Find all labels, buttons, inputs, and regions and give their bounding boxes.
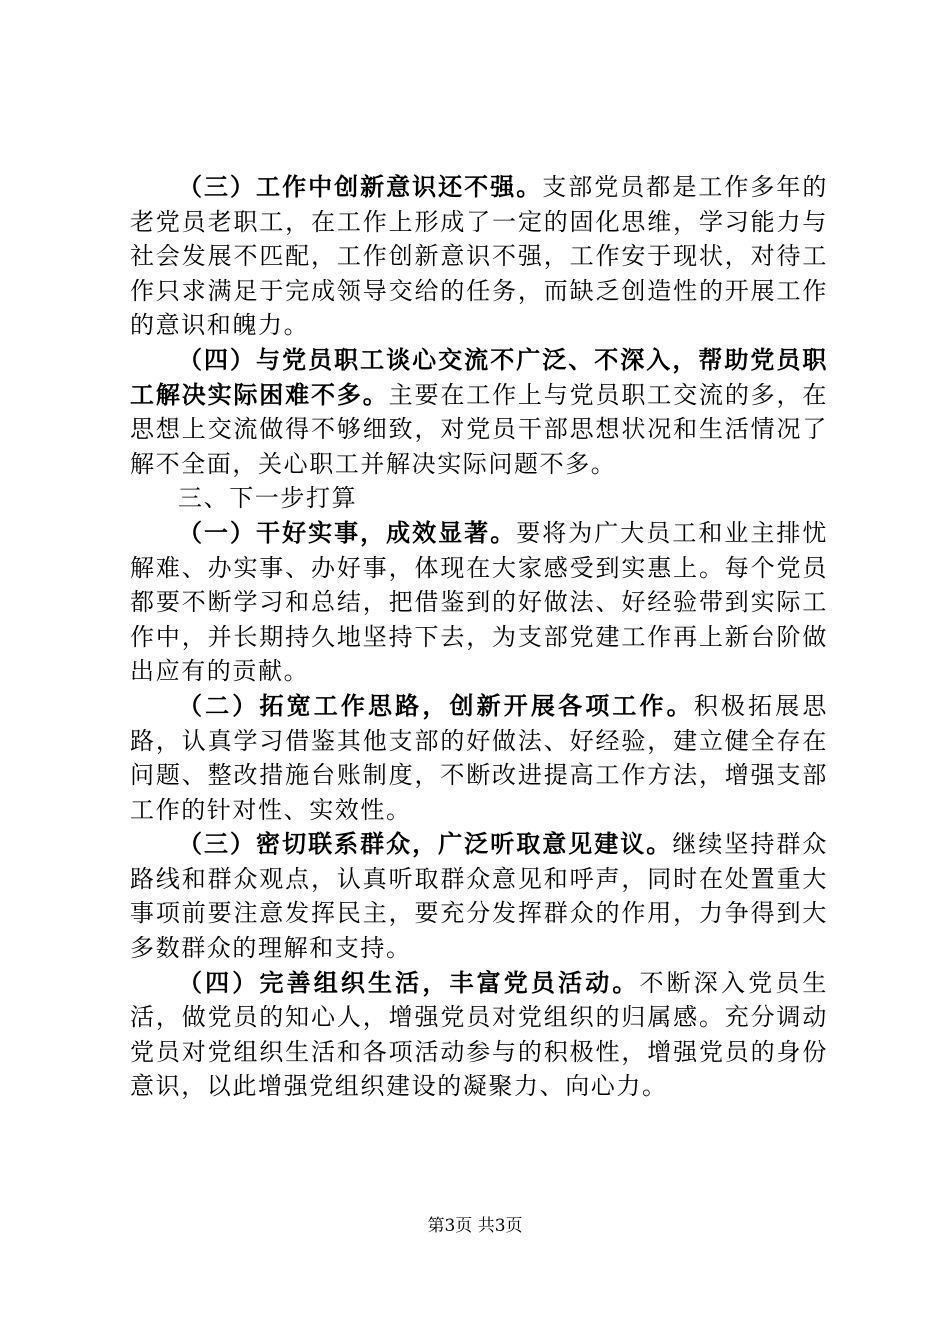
plan-paragraph-1 (130, 516, 828, 689)
plan-body: 要将为广大员工和业主排忧解难、办实事、办好事，体现在大家感受到实惠上。每个党员都要不断学习和总结，把借鉴到的好做法、好经验带到实际工作中，并长期持久地坚持下去，为支部党建工作再上新台阶做出应有的贡献。 (130, 518, 828, 686)
plan-lead: （二）拓宽工作思路，创新开展各项工作。 (178, 690, 694, 720)
paragraph-body: 支部党员都是工作多年的老党员老职工，在工作上形成了一定的固化思维，学习能力与社会发展不匹配，工作创新意识不强，工作安于现状，对待工作只求满足于完成领导交给的任务，而缺乏创造性的开展工作的意识和魄力。 (130, 173, 828, 340)
plan-lead: （一）干好实事，成效显著。 (178, 517, 517, 547)
plan-paragraph-4 (130, 966, 828, 1104)
plan-lead: （四）完善组织生活，丰富党员活动。 (178, 967, 640, 997)
plan-paragraph-2 (130, 689, 828, 827)
document-body (130, 170, 828, 1104)
paragraph-communication (130, 343, 828, 481)
paragraph-lead: （三）工作中创新意识还不强。 (178, 172, 543, 201)
plan-lead: （三）密切联系群众，广泛听取意见建议。 (178, 829, 673, 859)
plan-body: 继续坚持群众路线和群众观点，认真听取群众意见和呼声，同时在处置重大事项前要注意发挥民主，要充分发挥群众的作用，力争得到大多数群众的理解和支持。 (130, 830, 828, 963)
plan-body: 不断深入党员生活，做党员的知心人，增强党员对党组织的归属感。充分调动党员对党组织生活和各项活动参与的积极性，增强党员的身份意识，以此增强党组织建设的凝聚力、向心力。 (130, 968, 829, 1101)
page-number-footer: 第3页 共3页 (427, 1216, 523, 1236)
section-heading-next-steps: 三、下一步打算 (178, 484, 358, 513)
paragraph-innovation-awareness (130, 170, 828, 343)
plan-body: 积极拓展思路，认真学习借鉴其他支部的好做法、好经验，建立健全存在问题、整改措施台账制度，不断改进提高工作方法，增强支部工作的针对性、实效性。 (130, 691, 829, 824)
plan-paragraph-3 (130, 827, 828, 965)
paragraph-body: 主要在工作上与党员职工交流的多，在思想上交流做得不够细致，对党员干部思想状况和生活情况了解不全面，关心职工并解决实际问题不多。 (130, 380, 829, 478)
paragraph-lead: （四）与党员职工谈心交流不广泛、不深入，帮助党员职工解决实际困难不多。 (130, 344, 828, 409)
